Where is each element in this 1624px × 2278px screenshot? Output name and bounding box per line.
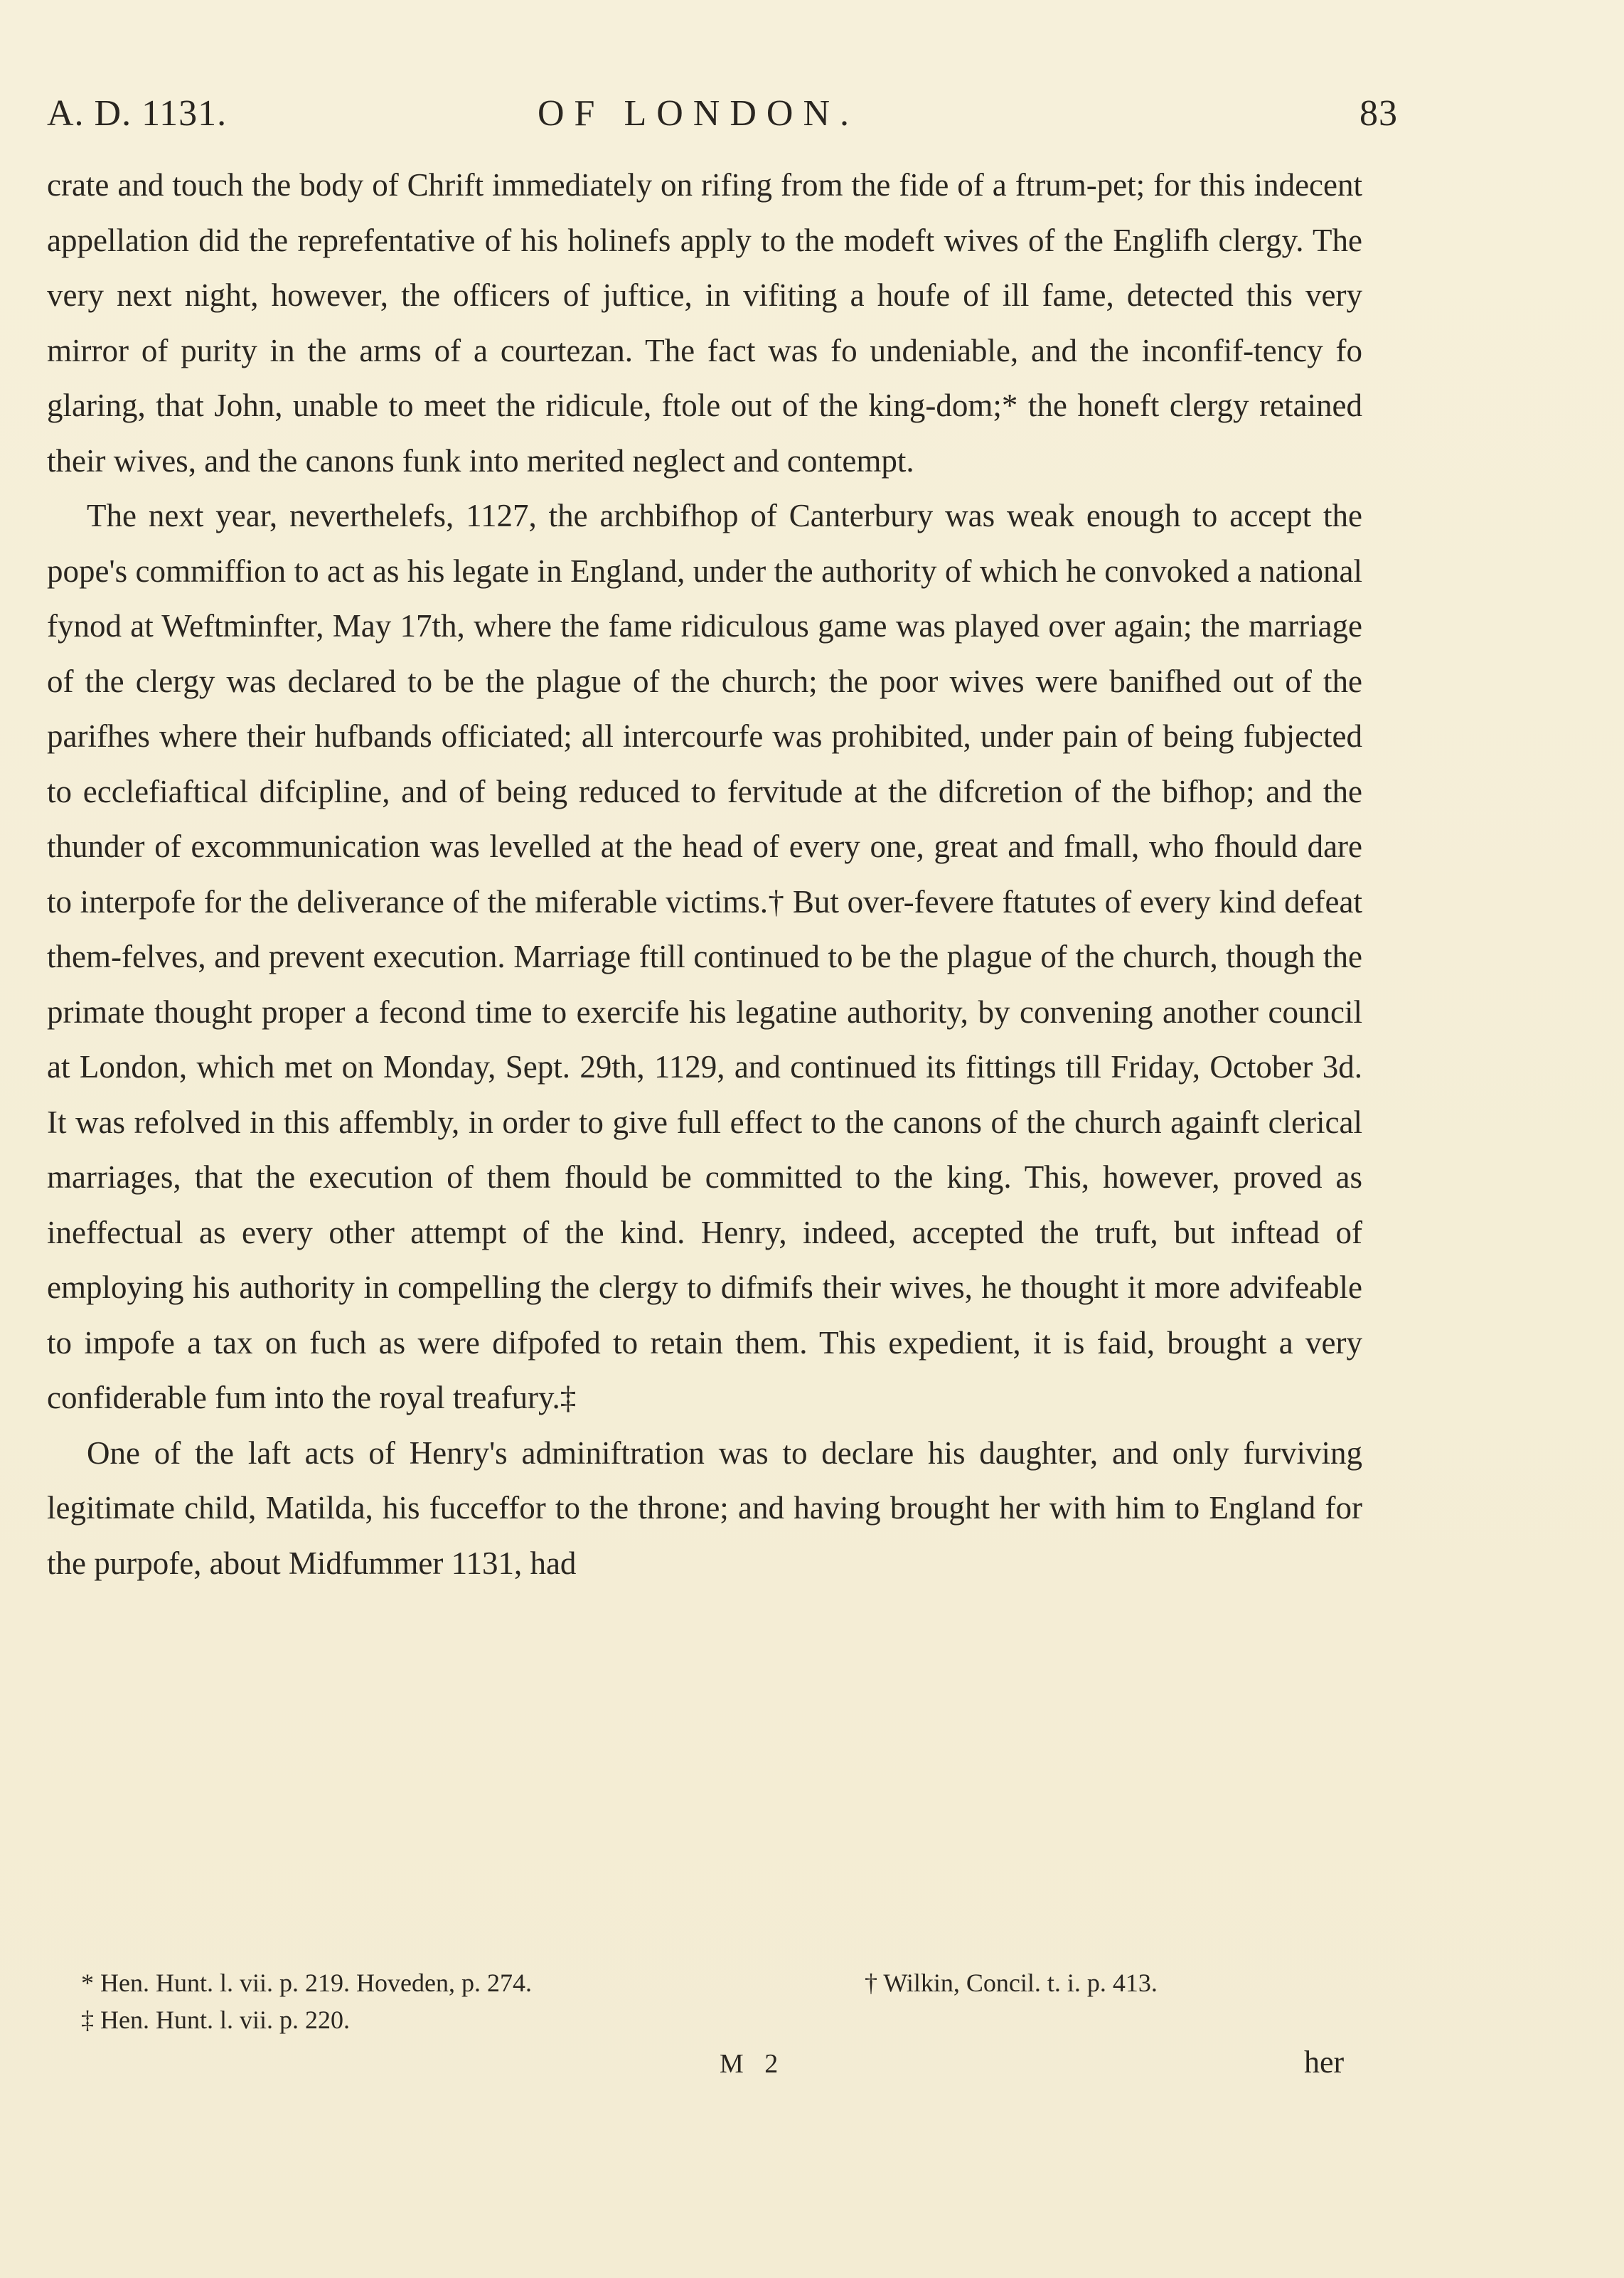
paragraph-synod: The next year, neverthelefs, 1127, the archbifhop of Canterbury was weak enough to accept the pope's commiffion to act as his legate in England, under the authority of which he convoked a national fynod at Weftminfter, May 17th, where the fame ridiculous game was played over again; the marriage of the clergy was declared to be the plague of the church; the poor wives were banifhed out of the parifhes where their hufbands officiated; all intercourfe was prohibited, under pain of being fubjected to ecclefiaftical difcipline, and of being reduced to fervitude at the difcretion of the bifhop; and the thunder of excommunication was levelled at the head of every one, great and fmall, who fhould dare to interpofe for the deliverance of the miferable victims.† But over-fevere ftatutes of every kind defeat them-felves, and prevent execution. Marriage ftill continued to be the plague of the church, though the primate thought proper a fecond time to exercife his legatine authority, by convening another council at London, which met on Monday, Sept. 29th, 1129, and continued its fittings till Friday, October 3d. It was refolved in this affembly, in order to give full effect to the canons of the church againft clerical marriages, that the execution of them fhould be committed to the king. This, however, proved as ineffectual as every other attempt of the kind. Henry, indeed, accepted the truft, but inftead of employing his authority in compelling the clergy to difmifs their wives, he thought it more advifeable to impofe a tax on fuch as were difpofed to retain them. This expedient, it is faid, brought a very confiderable fum into the royal treafury.‡ <box>47 498 1362 1415</box>
paragraph-continued: crate and touch the body of Chrift immediately on rifing from the fide of a ftrum-pet; for this indecent appellation did the reprefentative of his holinefs apply to the modeft wives of the Englifh clergy. The very next night, however, the officers of juftice, in vifiting a houfe of ill fame, detected this very mirror of purity in the arms of a courtezan. The fact was fo undeniable, and the inconfif-tency fo glaring, that John, unable to meet the ridicule, ftole out of the king-dom;* the honeft clergy retained their wives, and the canons funk into merited neglect and contempt. <box>47 167 1362 479</box>
catchword: her <box>1304 2045 1345 2080</box>
footnote-double-dagger: ‡ Hen. Hunt. l. vii. p. 220. <box>81 2006 350 2034</box>
running-head <box>47 92 1398 142</box>
footnote-dagger: † Wilkin, Concil. t. i. p. 413. <box>865 1969 1158 1997</box>
signature-mark: M 2 <box>720 2049 786 2079</box>
body-text <box>47 158 1362 1591</box>
footnote-star: * Hen. Hunt. l. vii. p. 219. Hoveden, p. 274. <box>81 1969 532 1997</box>
running-head-title: OF LONDON. <box>538 93 859 134</box>
page-number: 83 <box>1359 93 1398 134</box>
paragraph-matilda: One of the laft acts of Henry's adminiftration was to declare his daughter, and only furviving legitimate child, Matilda, his fucceffor to the throne; and having brought her with him to England for the purpofe, about Midfummer 1131, had <box>47 1435 1362 1581</box>
running-head-date: A. D. 1131. <box>47 93 228 134</box>
